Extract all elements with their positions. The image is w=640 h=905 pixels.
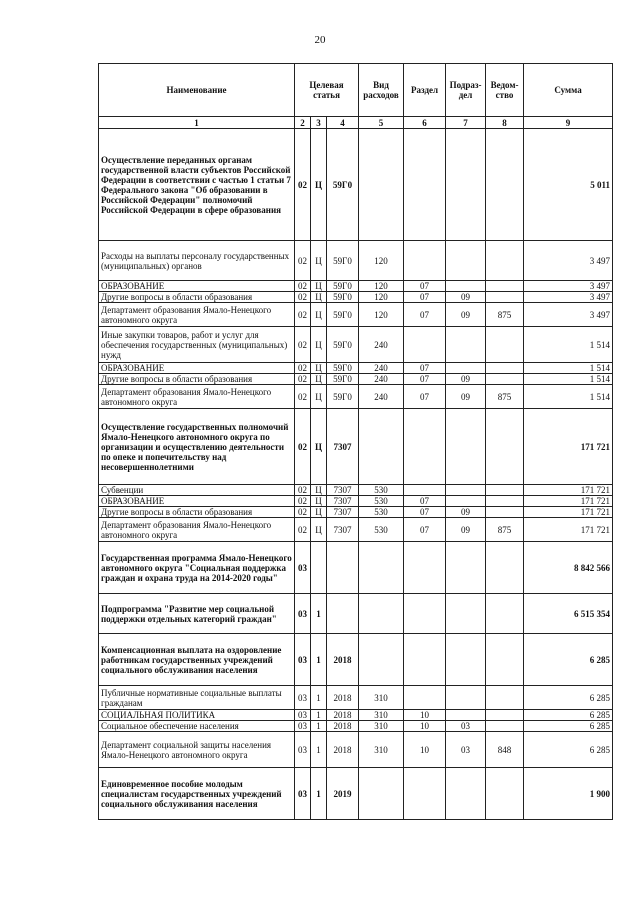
target-code-3: 2019 bbox=[327, 768, 359, 820]
department-cell bbox=[486, 686, 524, 710]
target-code-1: 03 bbox=[295, 732, 311, 768]
target-code-2: Ц bbox=[311, 327, 327, 363]
expense-type-cell: 310 bbox=[359, 732, 404, 768]
expense-type-cell: 310 bbox=[359, 721, 404, 732]
section-cell bbox=[404, 686, 446, 710]
section-cell: 07 bbox=[404, 385, 446, 409]
department-cell: 875 bbox=[486, 518, 524, 542]
header-expense-type: Вид расходов bbox=[359, 64, 404, 117]
sum-cell: 6 285 bbox=[524, 710, 613, 721]
target-code-2: 1 bbox=[311, 634, 327, 686]
table-row bbox=[99, 542, 613, 594]
table-row bbox=[99, 485, 613, 496]
section-cell bbox=[404, 327, 446, 363]
target-code-2: Ц bbox=[311, 496, 327, 507]
expense-type-cell: 240 bbox=[359, 363, 404, 374]
target-code-3: 2018 bbox=[327, 710, 359, 721]
target-code-2: Ц bbox=[311, 385, 327, 409]
department-cell bbox=[486, 292, 524, 303]
column-number: 4 bbox=[327, 117, 359, 129]
subsection-cell bbox=[446, 710, 486, 721]
sum-cell: 6 285 bbox=[524, 721, 613, 732]
subsection-cell: 03 bbox=[446, 721, 486, 732]
row-name: Расходы на выплаты персоналу государственных (муниципальных) органов bbox=[99, 241, 295, 281]
row-name: Департамент образования Ямало-Ненецкого автономного округа bbox=[99, 518, 295, 542]
budget-table bbox=[98, 63, 613, 820]
target-code-2: Ц bbox=[311, 303, 327, 327]
sum-cell: 8 842 566 bbox=[524, 542, 613, 594]
row-name: Субвенции bbox=[99, 485, 295, 496]
sum-cell: 171 721 bbox=[524, 409, 613, 485]
target-code-2: 1 bbox=[311, 686, 327, 710]
header-department: Ведом-ство bbox=[486, 64, 524, 117]
department-cell bbox=[486, 768, 524, 820]
target-code-1: 02 bbox=[295, 327, 311, 363]
section-cell bbox=[404, 485, 446, 496]
target-code-3: 2018 bbox=[327, 634, 359, 686]
section-cell bbox=[404, 409, 446, 485]
target-code-3: 59Г0 bbox=[327, 363, 359, 374]
subsection-cell: 09 bbox=[446, 303, 486, 327]
row-name: СОЦИАЛЬНАЯ ПОЛИТИКА bbox=[99, 710, 295, 721]
sum-cell: 1 514 bbox=[524, 374, 613, 385]
expense-type-cell bbox=[359, 594, 404, 634]
target-code-3: 7307 bbox=[327, 496, 359, 507]
section-cell bbox=[404, 241, 446, 281]
row-name: Осуществление переданных органам государственной власти субъектов Российской Федерации в соответствии с частью 1 статьи 7 Федерального закона "Об образовании в Российской Федерации" полномочий Российской Федерации в сфере образования bbox=[99, 129, 295, 241]
target-code-2: 1 bbox=[311, 732, 327, 768]
section-cell: 07 bbox=[404, 303, 446, 327]
table-row bbox=[99, 409, 613, 485]
department-cell bbox=[486, 241, 524, 281]
expense-type-cell: 120 bbox=[359, 292, 404, 303]
subsection-cell bbox=[446, 241, 486, 281]
sum-cell: 1 514 bbox=[524, 363, 613, 374]
table-row bbox=[99, 634, 613, 686]
target-code-3: 2018 bbox=[327, 721, 359, 732]
table-row bbox=[99, 374, 613, 385]
subsection-cell bbox=[446, 327, 486, 363]
expense-type-cell: 530 bbox=[359, 507, 404, 518]
table-row bbox=[99, 768, 613, 820]
sum-cell: 3 497 bbox=[524, 281, 613, 292]
department-cell bbox=[486, 374, 524, 385]
department-cell bbox=[486, 129, 524, 241]
target-code-1: 02 bbox=[295, 409, 311, 485]
subsection-cell: 03 bbox=[446, 732, 486, 768]
table-row bbox=[99, 721, 613, 732]
target-code-3: 7307 bbox=[327, 518, 359, 542]
sum-cell: 6 285 bbox=[524, 686, 613, 710]
column-number: 6 bbox=[404, 117, 446, 129]
subsection-cell bbox=[446, 542, 486, 594]
subsection-cell: 09 bbox=[446, 507, 486, 518]
table-row bbox=[99, 518, 613, 542]
header-sum: Сумма bbox=[524, 64, 613, 117]
target-code-1: 02 bbox=[295, 241, 311, 281]
section-cell bbox=[404, 768, 446, 820]
target-code-3: 2018 bbox=[327, 686, 359, 710]
department-cell bbox=[486, 634, 524, 686]
subsection-cell: 09 bbox=[446, 518, 486, 542]
expense-type-cell: 530 bbox=[359, 485, 404, 496]
target-code-3: 59Г0 bbox=[327, 385, 359, 409]
section-cell: 07 bbox=[404, 363, 446, 374]
target-code-2 bbox=[311, 542, 327, 594]
target-code-3: 59Г0 bbox=[327, 374, 359, 385]
target-code-1: 02 bbox=[295, 518, 311, 542]
row-name: Департамент образования Ямало-Ненецкого автономного округа bbox=[99, 303, 295, 327]
row-name: Компенсационная выплата на оздоровление работникам государственных учреждений социального обслуживания населения bbox=[99, 634, 295, 686]
target-code-2: Ц bbox=[311, 374, 327, 385]
subsection-cell: 09 bbox=[446, 292, 486, 303]
sum-cell: 3 497 bbox=[524, 303, 613, 327]
department-cell bbox=[486, 594, 524, 634]
target-code-1: 03 bbox=[295, 542, 311, 594]
subsection-cell: 09 bbox=[446, 385, 486, 409]
section-cell: 07 bbox=[404, 374, 446, 385]
row-name: Публичные нормативные социальные выплаты гражданам bbox=[99, 686, 295, 710]
target-code-1: 02 bbox=[295, 129, 311, 241]
target-code-2: Ц bbox=[311, 507, 327, 518]
section-cell: 07 bbox=[404, 518, 446, 542]
expense-type-cell: 240 bbox=[359, 385, 404, 409]
subsection-cell bbox=[446, 281, 486, 292]
subsection-cell bbox=[446, 496, 486, 507]
department-cell bbox=[486, 409, 524, 485]
expense-type-cell bbox=[359, 129, 404, 241]
department-cell bbox=[486, 507, 524, 518]
target-code-2: Ц bbox=[311, 363, 327, 374]
sum-cell: 6 515 354 bbox=[524, 594, 613, 634]
sum-cell: 171 721 bbox=[524, 518, 613, 542]
target-code-2: 1 bbox=[311, 594, 327, 634]
section-cell: 10 bbox=[404, 721, 446, 732]
target-code-3: 59Г0 bbox=[327, 129, 359, 241]
row-name: Департамент образования Ямало-Ненецкого автономного округа bbox=[99, 385, 295, 409]
table-row bbox=[99, 241, 613, 281]
department-cell bbox=[486, 281, 524, 292]
row-name: Другие вопросы в области образования bbox=[99, 292, 295, 303]
target-code-1: 02 bbox=[295, 303, 311, 327]
table-row bbox=[99, 710, 613, 721]
section-cell: 07 bbox=[404, 496, 446, 507]
expense-type-cell: 120 bbox=[359, 281, 404, 292]
department-cell bbox=[486, 721, 524, 732]
header-target: Целевая статья bbox=[295, 64, 359, 117]
column-number: 2 bbox=[295, 117, 311, 129]
column-number: 3 bbox=[311, 117, 327, 129]
column-number: 5 bbox=[359, 117, 404, 129]
table-row bbox=[99, 363, 613, 374]
section-cell: 07 bbox=[404, 507, 446, 518]
department-cell bbox=[486, 363, 524, 374]
column-number-row bbox=[99, 117, 613, 129]
subsection-cell bbox=[446, 485, 486, 496]
target-code-2: Ц bbox=[311, 292, 327, 303]
subsection-cell bbox=[446, 129, 486, 241]
target-code-2: 1 bbox=[311, 710, 327, 721]
target-code-2: Ц bbox=[311, 281, 327, 292]
page-number: 20 bbox=[314, 34, 326, 46]
sum-cell: 171 721 bbox=[524, 485, 613, 496]
target-code-1: 02 bbox=[295, 292, 311, 303]
section-cell: 10 bbox=[404, 710, 446, 721]
section-cell bbox=[404, 129, 446, 241]
column-number: 7 bbox=[446, 117, 486, 129]
sum-cell: 6 285 bbox=[524, 634, 613, 686]
subsection-cell bbox=[446, 686, 486, 710]
target-code-1: 02 bbox=[295, 385, 311, 409]
subsection-cell bbox=[446, 768, 486, 820]
target-code-2: Ц bbox=[311, 409, 327, 485]
table-row bbox=[99, 732, 613, 768]
expense-type-cell bbox=[359, 768, 404, 820]
department-cell bbox=[486, 542, 524, 594]
table-body bbox=[99, 129, 613, 820]
column-number: 1 bbox=[99, 117, 295, 129]
section-cell: 07 bbox=[404, 292, 446, 303]
target-code-3: 7307 bbox=[327, 409, 359, 485]
target-code-2: Ц bbox=[311, 241, 327, 281]
column-number: 9 bbox=[524, 117, 613, 129]
target-code-3: 59Г0 bbox=[327, 303, 359, 327]
target-code-3: 59Г0 bbox=[327, 281, 359, 292]
sum-cell: 171 721 bbox=[524, 496, 613, 507]
sum-cell: 1 900 bbox=[524, 768, 613, 820]
target-code-3: 59Г0 bbox=[327, 327, 359, 363]
department-cell bbox=[486, 327, 524, 363]
department-cell: 848 bbox=[486, 732, 524, 768]
target-code-2: Ц bbox=[311, 485, 327, 496]
target-code-3: 2018 bbox=[327, 732, 359, 768]
target-code-1: 02 bbox=[295, 507, 311, 518]
row-name: Осуществление государственных полномочий Ямало-Ненецкого автономного округа по организации и осуществлению деятельности по опеке и попечительству над несовершеннолетними bbox=[99, 409, 295, 485]
table-row bbox=[99, 292, 613, 303]
target-code-1: 03 bbox=[295, 594, 311, 634]
sum-cell: 3 497 bbox=[524, 241, 613, 281]
header-name: Наименование bbox=[99, 64, 295, 117]
target-code-1: 03 bbox=[295, 768, 311, 820]
target-code-1: 02 bbox=[295, 485, 311, 496]
subsection-cell bbox=[446, 594, 486, 634]
row-name: ОБРАЗОВАНИЕ bbox=[99, 496, 295, 507]
target-code-1: 02 bbox=[295, 281, 311, 292]
row-name: Департамент социальной защиты населения Ямало-Ненецкого автономного округа bbox=[99, 732, 295, 768]
table-row bbox=[99, 385, 613, 409]
target-code-3: 59Г0 bbox=[327, 292, 359, 303]
expense-type-cell: 240 bbox=[359, 374, 404, 385]
target-code-3 bbox=[327, 594, 359, 634]
expense-type-cell bbox=[359, 409, 404, 485]
header-section: Раздел bbox=[404, 64, 446, 117]
target-code-3: 59Г0 bbox=[327, 241, 359, 281]
sum-cell: 1 514 bbox=[524, 327, 613, 363]
sum-cell: 171 721 bbox=[524, 507, 613, 518]
sum-cell: 5 011 bbox=[524, 129, 613, 241]
section-cell: 10 bbox=[404, 732, 446, 768]
subsection-cell bbox=[446, 363, 486, 374]
expense-type-cell: 530 bbox=[359, 496, 404, 507]
target-code-3: 7307 bbox=[327, 507, 359, 518]
department-cell bbox=[486, 496, 524, 507]
table-row bbox=[99, 686, 613, 710]
expense-type-cell bbox=[359, 634, 404, 686]
target-code-2: Ц bbox=[311, 129, 327, 241]
expense-type-cell: 120 bbox=[359, 303, 404, 327]
sum-cell: 1 514 bbox=[524, 385, 613, 409]
table-row bbox=[99, 496, 613, 507]
table-row bbox=[99, 281, 613, 292]
target-code-1: 02 bbox=[295, 374, 311, 385]
target-code-1: 03 bbox=[295, 686, 311, 710]
table-row bbox=[99, 507, 613, 518]
section-cell: 07 bbox=[404, 281, 446, 292]
target-code-1: 03 bbox=[295, 721, 311, 732]
column-number: 8 bbox=[486, 117, 524, 129]
department-cell: 875 bbox=[486, 385, 524, 409]
expense-type-cell: 120 bbox=[359, 241, 404, 281]
target-code-2: 1 bbox=[311, 768, 327, 820]
table-row bbox=[99, 303, 613, 327]
subsection-cell: 09 bbox=[446, 374, 486, 385]
target-code-2: 1 bbox=[311, 721, 327, 732]
subsection-cell bbox=[446, 409, 486, 485]
target-code-1: 03 bbox=[295, 710, 311, 721]
expense-type-cell: 240 bbox=[359, 327, 404, 363]
target-code-2: Ц bbox=[311, 518, 327, 542]
sum-cell: 3 497 bbox=[524, 292, 613, 303]
expense-type-cell: 310 bbox=[359, 686, 404, 710]
department-cell: 875 bbox=[486, 303, 524, 327]
section-cell bbox=[404, 634, 446, 686]
row-name: ОБРАЗОВАНИЕ bbox=[99, 281, 295, 292]
target-code-1: 02 bbox=[295, 496, 311, 507]
row-name: Государственная программа Ямало-Ненецкого автономного округа "Социальная поддержка граждан и охрана труда на 2014-2020 годы" bbox=[99, 542, 295, 594]
sum-cell: 6 285 bbox=[524, 732, 613, 768]
table-row bbox=[99, 594, 613, 634]
row-name: Иные закупки товаров, работ и услуг для обеспечения государственных (муниципальных) нужд bbox=[99, 327, 295, 363]
table-row bbox=[99, 327, 613, 363]
department-cell bbox=[486, 710, 524, 721]
expense-type-cell bbox=[359, 542, 404, 594]
expense-type-cell: 310 bbox=[359, 710, 404, 721]
row-name: Социальное обеспечение населения bbox=[99, 721, 295, 732]
header-subsection: Подраз-дел bbox=[446, 64, 486, 117]
department-cell bbox=[486, 485, 524, 496]
row-name: Единовременное пособие молодым специалистам государственных учреждений социального обслуживания населения bbox=[99, 768, 295, 820]
row-name: Другие вопросы в области образования bbox=[99, 374, 295, 385]
expense-type-cell: 530 bbox=[359, 518, 404, 542]
header-row bbox=[99, 64, 613, 117]
section-cell bbox=[404, 542, 446, 594]
subsection-cell bbox=[446, 634, 486, 686]
row-name: Подпрограмма "Развитие мер социальной поддержки отдельных категорий граждан" bbox=[99, 594, 295, 634]
row-name: Другие вопросы в области образования bbox=[99, 507, 295, 518]
target-code-3: 7307 bbox=[327, 485, 359, 496]
section-cell bbox=[404, 594, 446, 634]
target-code-1: 02 bbox=[295, 363, 311, 374]
target-code-1: 03 bbox=[295, 634, 311, 686]
target-code-3 bbox=[327, 542, 359, 594]
row-name: ОБРАЗОВАНИЕ bbox=[99, 363, 295, 374]
table-row bbox=[99, 129, 613, 241]
